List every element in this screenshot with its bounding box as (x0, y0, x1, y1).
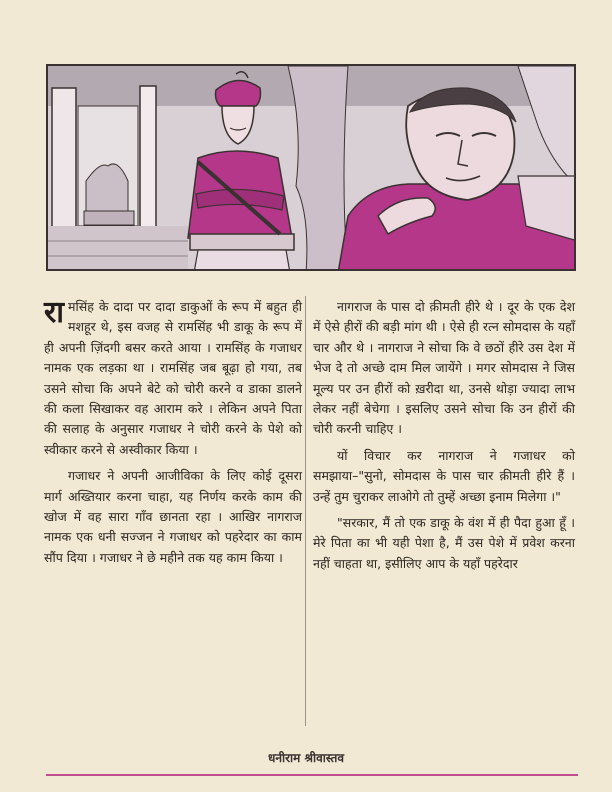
drop-cap: रा (44, 295, 65, 330)
paragraph: गजाधर ने अपनी आजीविका के लिए कोई दूसरा मार्ग अख्तियार करना चाहा, यह निर्णय करके काम की खोज में वह सारा गाँव छानता रहा । आखिर नागराज नामक एक धनी सज्जन ने गजाधर को पहरेदार का काम सौंप दिया । गजाधर ने छे महीने तक यह काम किया । (44, 468, 302, 565)
story-illustration (46, 64, 576, 271)
paragraph (44, 297, 302, 460)
paragraph-text: मसिंह के दादा पर दादा डाकुओं के रूप में बहुत ही मशहूर थे, इस वजह से रामसिंह भी डाकू के रूप में ही अपनी ज़िंदगी बसर करते आया । रामसिंह के गजाधर नामक एक लड़का था । रामसिंह जब बूढ़ा हो गया, तब उसने सोचा कि अपने बेटे को चोरी करने व डाका डालने की कला सिखाकर वह आराम करे । लेकिन अपने पिता की सलाह के अनुसार गजाधर ने चोरी करने के पेशे को स्वीकार करने से अस्वीकार किया । (44, 299, 302, 457)
footer-rule (46, 774, 578, 776)
paragraph: यों विचार कर नागराज ने गजाधर को समझाया–"सुनो, सोमदास के पास चार क़ीमती हीरे हैं । उन्हें तुम चुराकर लाओगे तो तुम्हें अच्छा इनाम मिलेगा ।" (313, 447, 575, 504)
column-divider (305, 296, 306, 726)
left-column (44, 297, 302, 568)
paragraph: नागराज के पास दो क़ीमती हीरे थे । दूर के एक देश में ऐसे हीरों की बड़ी मांग थी । ऐसे ही रत्न सोमदास के यहाँ चार और थे । नागराज ने सोचा कि वे छठों हीरे उस देश में भेज दे तो अच्छे दाम मिल जायेंगे । मगर सोमदास ने जिस मूल्य पर उन हीरों को ख़रीदा था, उनसे थोड़ा ज्यादा लाभ लेकर नहीं बेचेगा । इसलिए उसने सोचा कि उन हीरों की चोरी करनी चाहिए । (313, 299, 575, 437)
author-name: धनीराम श्रीवास्तव (267, 751, 345, 765)
paragraph: "सरकार, मैं तो एक डाकू के वंश में ही पैदा हुआ हूँ । मेरे पिता का भी यही पेशा है, मैं उस पेशे में प्रवेश करना नहीं चाहता था, इसीलिए आप के यहाँ पहरेदार (313, 515, 575, 571)
right-column (313, 297, 575, 574)
illustration-art (48, 66, 576, 271)
